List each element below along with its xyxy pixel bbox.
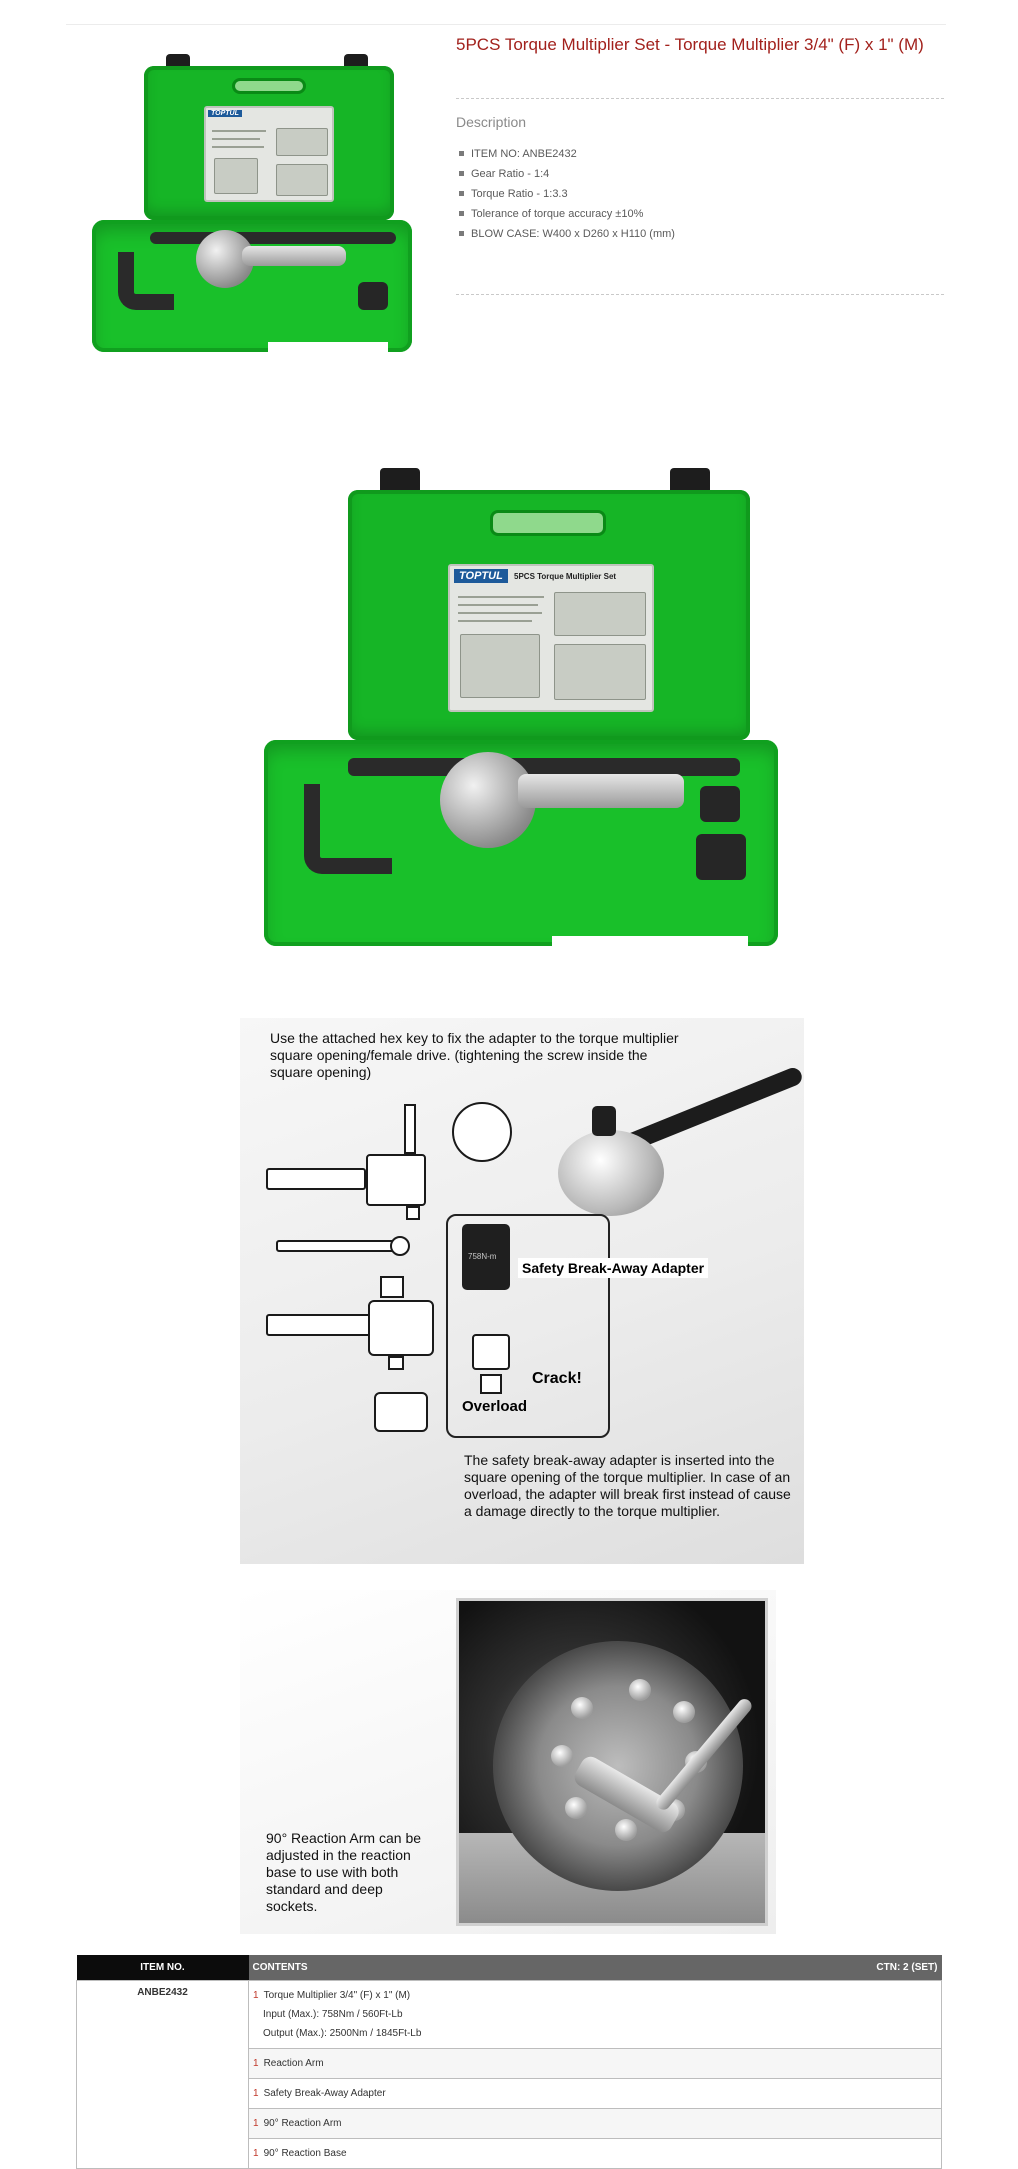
content-line: Input (Max.): 758Nm / 560Ft-Lb <box>263 2008 403 2020</box>
reaction-arm-tool-photo <box>240 1590 372 1702</box>
multiplier-arm <box>518 774 684 808</box>
drawing-multiplier-handle <box>266 1314 376 1336</box>
content-line: Output (Max.): 2500Nm / 1845Ft-Lb <box>263 2027 422 2039</box>
multiplier-photo <box>558 1130 664 1216</box>
card-title: 5PCS Torque Multiplier Set <box>514 572 617 581</box>
drawing-handle <box>266 1168 366 1190</box>
adapter-marking: 758N-m <box>468 1252 497 1261</box>
crack-label: Crack! <box>532 1370 582 1387</box>
case-base-notch <box>268 342 388 354</box>
break-away-adapter-photo <box>462 1224 510 1290</box>
drawing-socket <box>374 1392 428 1432</box>
description-divider <box>456 294 944 295</box>
adapter-label: Safety Break-Away Adapter <box>518 1258 708 1278</box>
quantity: 1 <box>253 2057 259 2069</box>
instruction-card <box>448 564 654 712</box>
quantity: 1 <box>253 2087 259 2099</box>
contents-cell <box>249 2048 942 2078</box>
contents-table <box>76 1955 942 2169</box>
header-ctn: CTN: 2 (SET) <box>876 1962 938 1973</box>
case-handle <box>232 78 306 94</box>
content-line: Reaction Arm <box>263 2057 324 2069</box>
reaction-arm <box>118 252 174 310</box>
table-header-row <box>77 1955 942 1980</box>
card-brand: TOPTUL <box>454 569 508 583</box>
adapter-instruction-diagram <box>240 1018 804 1564</box>
drawing-adapter <box>380 1276 404 1298</box>
content-line: Torque Multiplier 3/4" (F) x 1" (M) <box>263 1989 411 2001</box>
drawing-square-drive <box>406 1206 420 1220</box>
broken-adapter-drive <box>480 1374 502 1394</box>
reaction-arm <box>304 784 392 874</box>
item-number-cell: ANBE2432 <box>77 1980 249 2168</box>
reaction-arm-application <box>240 1590 776 1934</box>
contents-cell <box>249 2078 942 2108</box>
drawing-detail-circle <box>452 1102 512 1162</box>
header-contents-label: CONTENTS <box>252 1961 308 1973</box>
deep-socket-photo <box>240 1702 314 1772</box>
contents-cell <box>249 1980 942 2048</box>
drawing-square-drive <box>388 1356 404 1370</box>
description-heading: Description <box>456 114 527 130</box>
socket-top-photo <box>240 1772 280 1820</box>
diagram-intro-text: Use the attached hex key to fix the adapter to the torque multiplier square opening/female drive. (tightening the screw inside the square opening) <box>270 1030 679 1080</box>
spec-item: Gear Ratio - 1:4 <box>459 164 675 184</box>
quantity: 1 <box>253 2147 259 2159</box>
spec-item: ITEM NO: ANBE2432 <box>459 144 675 164</box>
truck-wheel-photo <box>456 1598 768 1926</box>
header-item-no: ITEM NO. <box>77 1955 249 1980</box>
broken-adapter-drawing <box>472 1334 510 1370</box>
spec-item: BLOW CASE: W400 x D260 x H110 (mm) <box>459 224 675 244</box>
adapter-socket <box>696 834 746 880</box>
overload-label: Overload <box>462 1398 528 1415</box>
header-contents <box>249 1955 942 1980</box>
spec-item: Tolerance of torque accuracy ±10% <box>459 204 675 224</box>
table-row <box>77 1980 942 2048</box>
drawing-wrench <box>276 1240 396 1252</box>
hex-key-icon <box>404 1104 416 1154</box>
spec-list <box>459 144 675 244</box>
drawing-wrench-head <box>390 1236 410 1256</box>
reaction-arm-caption: 90° Reaction Arm can be adjusted in the reaction base to use with both standard and deep sockets. <box>266 1830 422 1914</box>
contents-cell <box>249 2138 942 2168</box>
top-divider <box>66 24 946 25</box>
instruction-card <box>204 106 334 202</box>
reaction-base <box>700 786 740 822</box>
drawing-body <box>366 1154 426 1206</box>
multiplier-arm <box>242 246 346 266</box>
drawing-multiplier-body <box>368 1300 434 1356</box>
case-handle <box>490 510 606 536</box>
product-main-image <box>264 468 778 966</box>
extension-bar <box>150 232 396 244</box>
content-line: 90° Reaction Arm <box>263 2117 342 2129</box>
card-brand: TOPTUL <box>208 110 242 117</box>
case-base-notch <box>552 936 748 954</box>
product-thumbnail[interactable] <box>92 52 412 352</box>
contents-cell <box>249 2108 942 2138</box>
title-divider <box>456 98 944 99</box>
multiplier-photo-socket <box>592 1106 616 1136</box>
quantity: 1 <box>253 2117 259 2129</box>
adapter-socket <box>358 282 388 310</box>
content-line: Safety Break-Away Adapter <box>263 2087 386 2099</box>
spec-item: Torque Ratio - 1:3.3 <box>459 184 675 204</box>
content-line: 90° Reaction Base <box>263 2147 347 2159</box>
product-title: 5PCS Torque Multiplier Set - Torque Multiplier 3/4" (F) x 1" (M) <box>456 35 924 54</box>
adapter-explanation: The safety break-away adapter is inserted into the square opening of the torque multiplier. In case of an overload, the adapter will break first instead of cause a damage directly to the torque multiplier. <box>464 1452 791 1519</box>
quantity: 1 <box>253 1989 259 2001</box>
